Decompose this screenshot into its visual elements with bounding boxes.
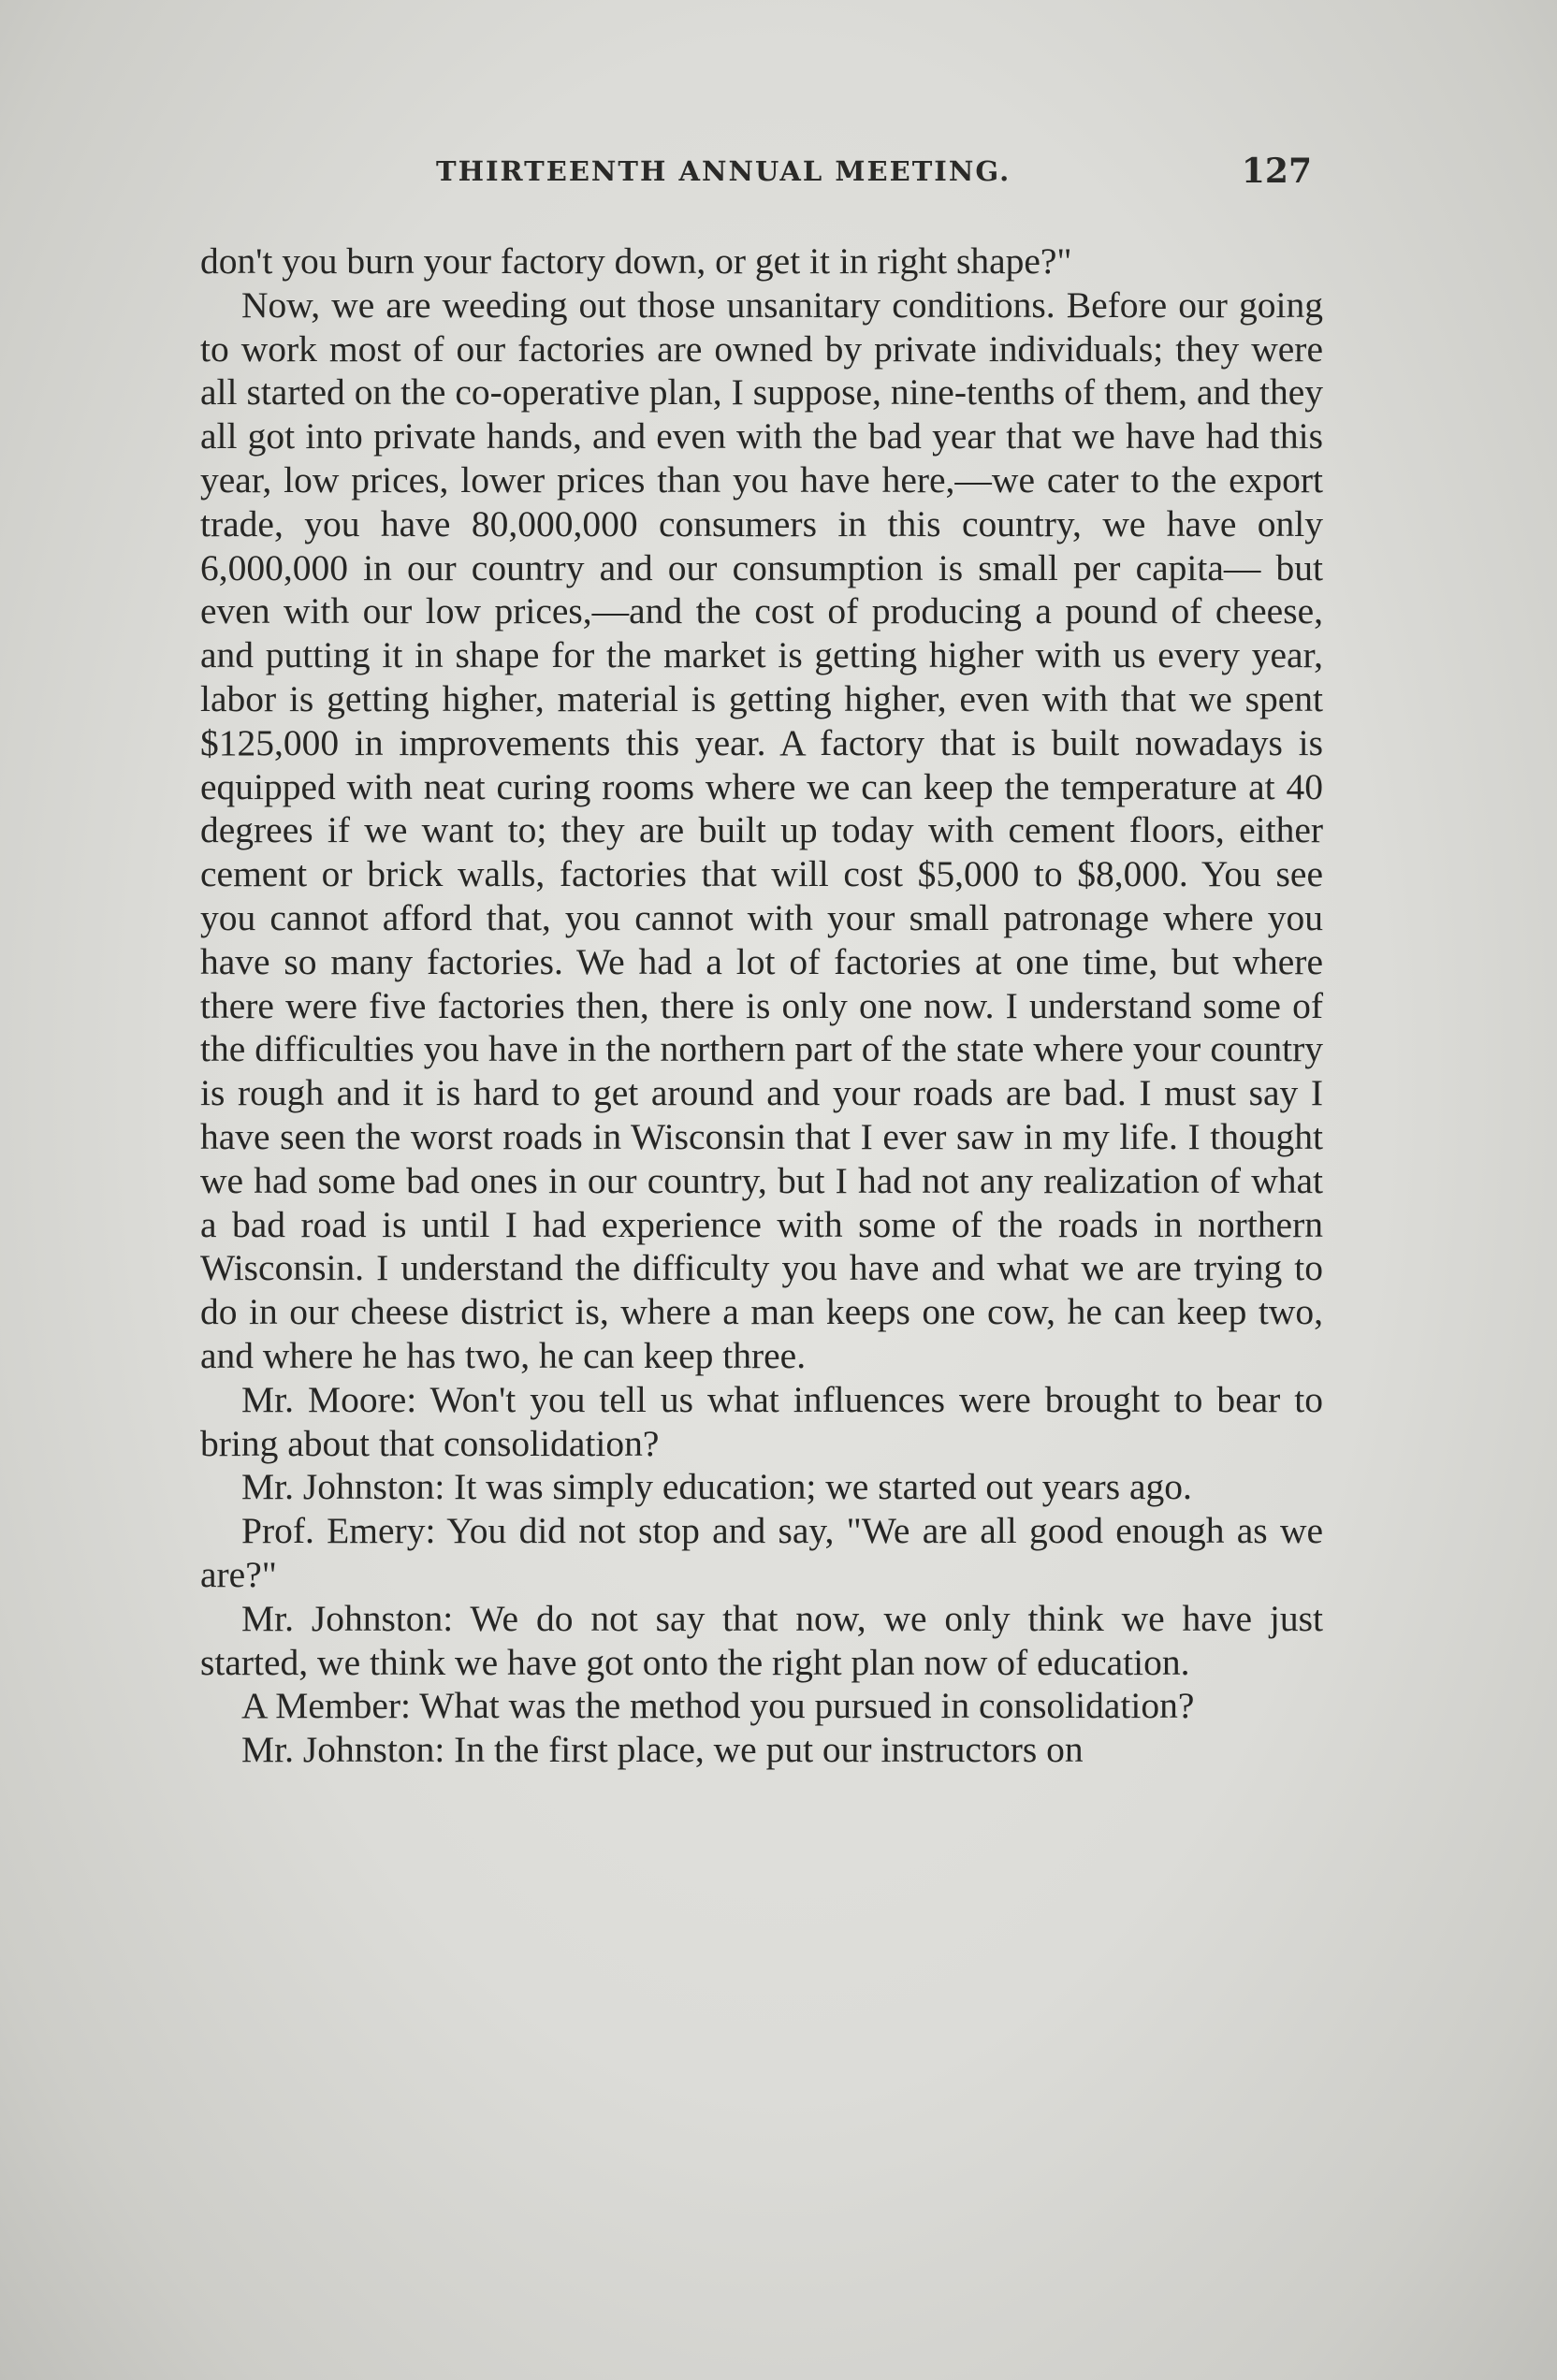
- paragraph: Mr. Johnston: We do not say that now, we only think we have just started, we think we have got onto the right plan now of education.: [200, 1597, 1323, 1683]
- page-number: 127: [1241, 152, 1312, 191]
- paragraph: Mr. Johnston: In the first place, we put our instructors on: [241, 1729, 1084, 1771]
- running-head: [198, 152, 1325, 208]
- paragraph: don't you burn your factory down, or get it in right shape?": [200, 240, 1072, 282]
- paragraph: Now, we are weeding out those unsanitary conditions. Before our going to work most of our factories are owned by private individuals; they were all started on the co-operative plan, I suppose, nine-tenths of them, and they all got into private hands, and even with the bad year that we have had this year, low prices, lower prices than you have here,—we cater to the export trade, you have 80,000,000 consumers in this country, we have only 6,000,000 in our country and our consumption is small per capita— but even with our low prices,—and the cost of producing a pound of cheese, and putting it in shape for the market is getting higher with us every year, labor is getting higher, material is getting higher, even with that we spent $125,000 in improvements this year. A factory that is built nowadays is equipped with neat curing rooms where we can keep the temperature at 40 degrees if we want to; they are built up today with cement floors, either cement or brick walls, factories that will cost $5,000 to $8,000. You see you cannot afford that, you cannot with your small patronage where you have so many factories. We had a lot of factories at one time, but where there were five factories then, there is only one now. I understand some of the difficulties you have in the northern part of the state where your country is rough and it is hard to get around and your roads are bad. I must say I have seen the worst roads in Wisconsin that I ever saw in my life. I thought we had some bad ones in our country, but I had not any realization of what a bad road is until I had experience with some of the roads in northern Wisconsin. I understand the difficulty you have and what we are trying to do in our cheese district is, where a man keeps one cow, he can keep two, and where he has two, he can keep three.: [200, 283, 1323, 1376]
- paragraph: A Member: What was the method you pursued in consolidation?: [241, 1685, 1195, 1727]
- paragraph: Mr. Johnston: It was simply education; we started out years ago.: [241, 1466, 1192, 1508]
- body-text: [200, 239, 1323, 1772]
- paragraph: Mr. Moore: Won't you tell us what influences were brought to bear to bring about that consolidation?: [200, 1378, 1323, 1464]
- paragraph: Prof. Emery: You did not stop and say, "We are all good enough as we are?": [200, 1510, 1323, 1595]
- running-title: THIRTEENTH ANNUAL MEETING.: [436, 155, 1011, 187]
